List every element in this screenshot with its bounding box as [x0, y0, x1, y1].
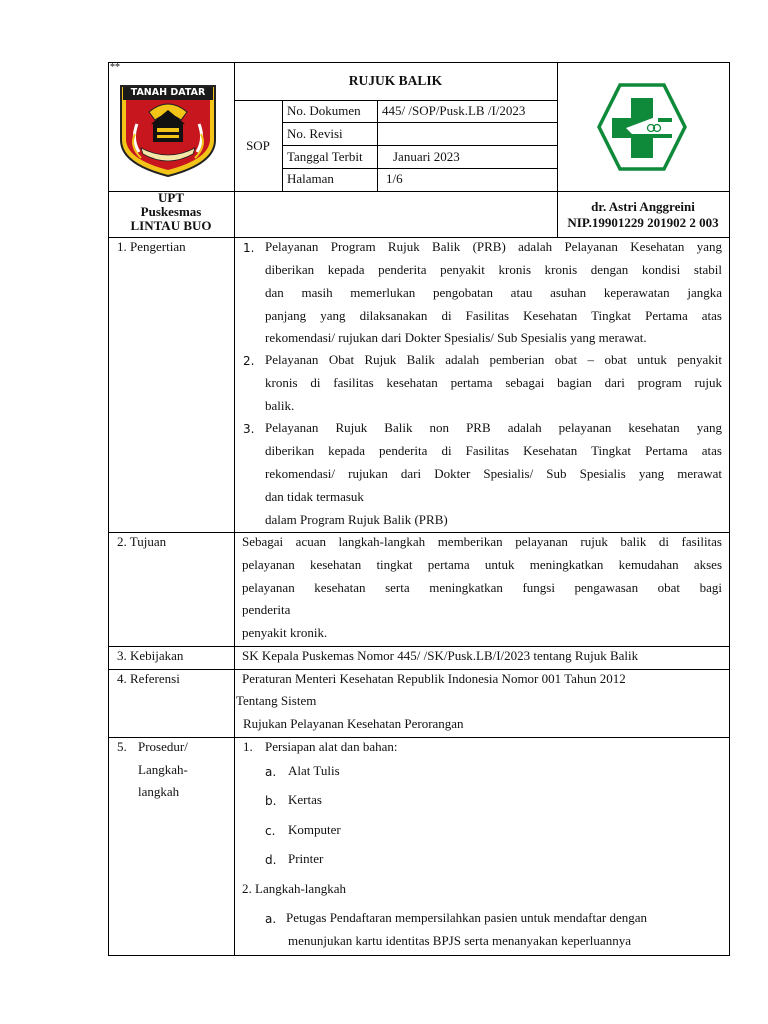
border-bottom — [108, 955, 730, 956]
tool-item: Printer — [288, 851, 324, 866]
section-label-kebijakan: 3. Kebijakan — [117, 648, 184, 663]
paragraph-line: rekomendasi/ rujukan dari Dokter Spesialis/ Sub Spesialis yang merawat. — [265, 330, 647, 345]
meta-row-line — [282, 168, 557, 169]
meta-label: Halaman — [287, 171, 334, 186]
logo-caption: TANAH DATAR — [130, 87, 206, 98]
org-line-1: UPT — [158, 190, 184, 205]
section-divider — [108, 532, 730, 533]
paragraph-line: dan masih memerlukan pengobatan atau asuhan keperawatan jangka — [265, 285, 722, 300]
signer-nip: NIP.19901229 201902 2 003 — [567, 215, 719, 230]
subsection-title: Persiapan alat dan bahan: — [265, 739, 398, 754]
paragraph-line: kronis di fasilitas kesehatan pertama sebagai bagian dari program rujuk — [265, 375, 722, 390]
paragraph-line: penderita — [242, 602, 291, 617]
stars-mark: ** — [110, 62, 120, 73]
meta-value: Januari 2023 — [393, 149, 460, 164]
puskesmas-logo — [596, 82, 688, 172]
org-line-3: LINTAU BUO — [130, 218, 212, 233]
paragraph-line: Pelayanan Rujuk Balik non PRB adalah pelayanan kesehatan yang — [265, 420, 722, 435]
list-letter: a. — [265, 765, 277, 779]
section-label-number: 5. — [117, 739, 127, 754]
tool-item: Alat Tulis — [288, 763, 340, 778]
paragraph-line: balik. — [265, 398, 295, 413]
step-line: Petugas Pendaftaran mempersilahkan pasien untuk mendaftar dengan — [286, 910, 647, 925]
paragraph-line: rekomendasi/ rujukan dari Dokter Spesialis/ Sub Spesialis yang merawat — [265, 466, 722, 481]
meta-value: 445/ /SOP/Pusk.LB /I/2023 — [382, 103, 526, 118]
referensi-line: Tentang Sistem — [236, 693, 317, 708]
paragraph-line: pelayanan kesehatan serta meningkatkan fungsi pengawasan obat bagi — [242, 580, 722, 595]
list-letter: b. — [265, 794, 277, 808]
list-letter: c. — [265, 824, 276, 838]
meta-label: No. Revisi — [287, 126, 343, 141]
subsection-title: 2. Langkah-langkah — [242, 881, 346, 896]
section-label-prosedur: langkah — [138, 784, 180, 799]
paragraph-line: diberikan kepada penderita di Fasilitas Kesehatan Tingkat Pertama atas — [265, 443, 722, 458]
paragraph-line: Pelayanan Program Rujuk Balik (PRB) adalah Pelayanan Kesehatan yang — [265, 239, 722, 254]
referensi-line: Peraturan Menteri Kesehatan Republik Indonesia Nomor 001 Tahun 2012 — [242, 671, 626, 686]
signer-name: dr. Astri Anggreini — [591, 199, 695, 214]
paragraph-line: panjang yang dilaksanakan di Fasilitas Kesehatan Tingkat Pertama atas — [265, 308, 722, 323]
meta-label: Tanggal Terbit — [287, 149, 363, 164]
list-letter: a. — [265, 912, 277, 926]
section-divider — [108, 646, 730, 647]
section-label-prosedur: Langkah- — [138, 762, 188, 777]
col-divider — [234, 62, 235, 956]
paragraph-line: Sebagai acuan langkah-langkah memberikan pelayanan rujuk balik di fasilitas — [242, 534, 722, 549]
list-number: 2. — [243, 354, 255, 368]
paragraph-line: dan tidak termasuk — [265, 489, 364, 504]
paragraph-line: pelayanan kesehatan tingkat pertama untuk meningkatkan kemudahan akses — [242, 557, 722, 572]
tool-item: Komputer — [288, 822, 341, 837]
section-divider — [108, 669, 730, 670]
list-letter: d. — [265, 853, 277, 867]
border-top — [108, 62, 730, 63]
section-label-referensi: 4. Referensi — [117, 671, 180, 686]
meta-label: No. Dokumen — [287, 103, 361, 118]
paragraph-line: dalam Program Rujuk Balik (PRB) — [265, 512, 448, 527]
document-title: RUJUK BALIK — [348, 73, 443, 88]
referensi-line: Rujukan Pelayanan Kesehatan Perorangan — [243, 716, 464, 731]
sop-label: SOP — [246, 138, 270, 153]
section-divider — [108, 737, 730, 738]
section-divider — [108, 237, 730, 238]
section-label-pengertian: 1. Pengertian — [117, 239, 186, 254]
meta-value: 1/6 — [386, 171, 403, 186]
list-number: 1. — [243, 739, 253, 754]
border-right — [729, 62, 730, 956]
meta-row-line — [282, 122, 557, 123]
section-label-tujuan: 2. Tujuan — [117, 534, 167, 549]
paragraph-line: diberikan kepada penderita penyakit kronis kronis dengan kondisi stabil — [265, 262, 722, 277]
step-line: menunjukan kartu identitas BPJS serta menanyakan keperluannya — [288, 933, 631, 948]
list-number: 3. — [243, 422, 255, 436]
paragraph-line: Pelayanan Obat Rujuk Balik adalah pemberian obat – obat untuk penyakit — [265, 352, 722, 367]
list-number: 1. — [243, 241, 255, 255]
kebijakan-text: SK Kepala Puskemas Nomor 445/ /SK/Pusk.LB/I/2023 tentang Rujuk Balik — [242, 648, 639, 663]
org-line-2: Puskesmas — [140, 204, 202, 219]
section-label-prosedur: Prosedur/ — [138, 739, 188, 754]
meta-row-line — [282, 145, 557, 146]
paragraph-line: penyakit kronik. — [242, 625, 328, 640]
tool-item: Kertas — [288, 792, 322, 807]
